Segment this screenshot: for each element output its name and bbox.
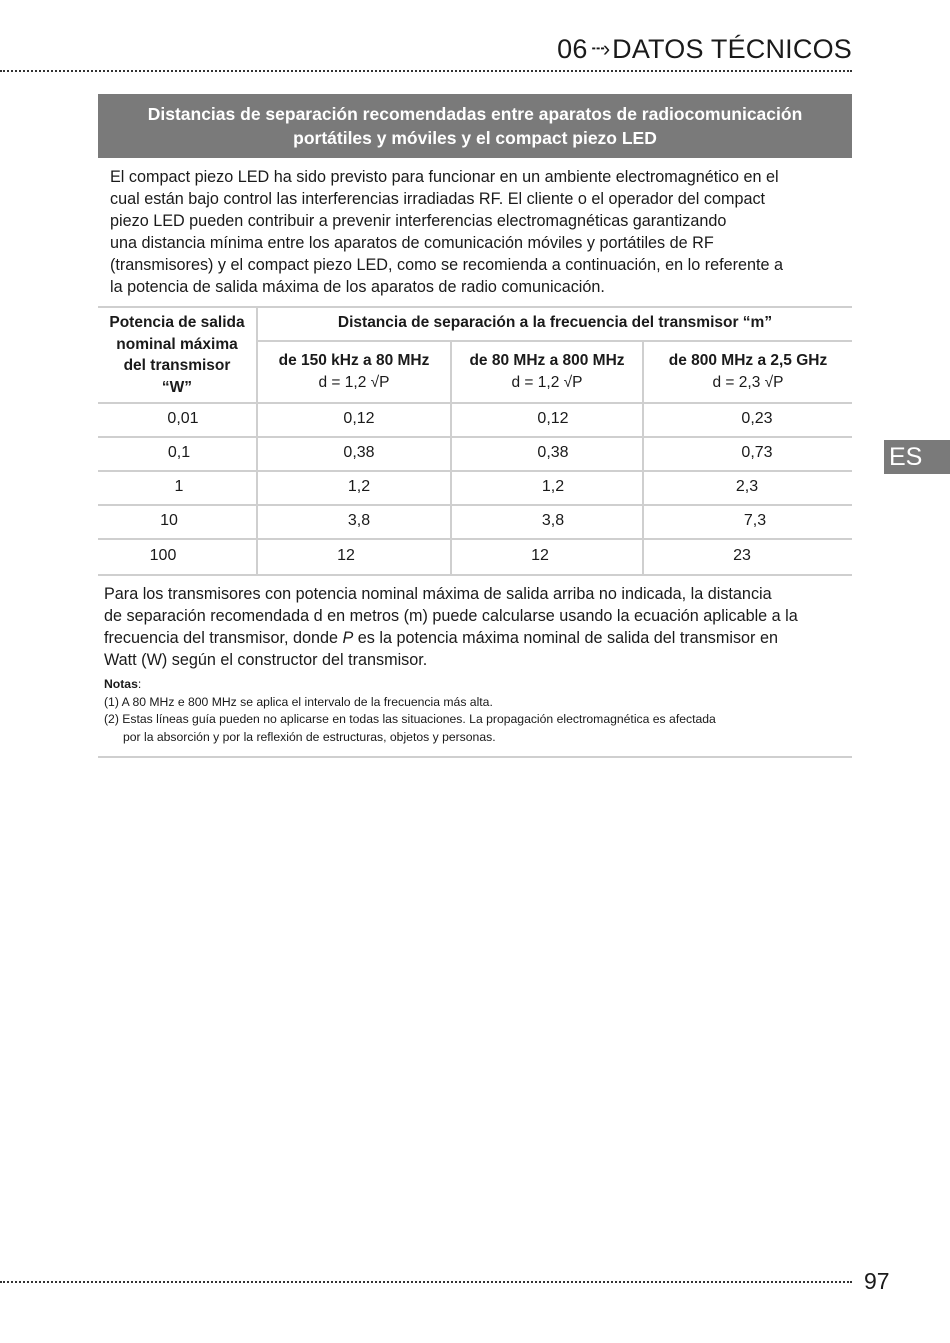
power-cell: 0,01 <box>167 410 199 427</box>
intro-paragraph <box>110 166 840 298</box>
notes-label-line <box>104 676 849 694</box>
band-header-1 <box>258 350 450 394</box>
band-header-3 <box>644 350 852 394</box>
power-header-line: “W” <box>161 378 193 396</box>
calculation-paragraph <box>104 583 849 671</box>
banner-line-1: Distancias de separación recomendadas entre aparatos de radiocomunicación <box>147 104 803 124</box>
outro-line-end: es la potencia máxima nominal de salida del transmisor en <box>353 629 778 647</box>
power-header-line: nominal máxima <box>116 335 238 353</box>
header-dotted-divider <box>0 70 852 72</box>
distance-cell: 23 <box>733 547 751 564</box>
page-number: 97 <box>864 1268 890 1294</box>
intro-line: cual están bajo control las interferencias irradiadas RF. El cliente o el operador del compact <box>110 190 766 208</box>
notes-bottom-rule <box>98 756 852 758</box>
outro-line: Watt (W) según el constructor del transmisor. <box>104 651 428 669</box>
notes-colon: : <box>137 677 142 691</box>
outro-line: de separación recomendada d en metros (m) puede calcularse usando la ecuación aplicable a la <box>104 607 798 625</box>
distance-cell: 0,12 <box>343 410 375 427</box>
power-cell: 10 <box>160 512 178 529</box>
table-rule-subheader <box>258 340 852 342</box>
intro-line: la potencia de salida máxima de los aparatos de radio comunicación. <box>110 278 605 296</box>
power-symbol: P <box>342 629 354 647</box>
distance-cell: 0,23 <box>741 410 773 427</box>
distance-group-header: Distancia de separación a la frecuencia del transmisor “m” <box>337 314 773 331</box>
distance-cell: 1,2 <box>541 478 565 495</box>
band-range: de 150 kHz a 80 MHz <box>278 352 430 369</box>
outro-line <box>104 627 849 649</box>
band-formula: d = 2,3 √P <box>712 374 784 391</box>
banner-line-2: portátiles y móviles y el compact piezo LED <box>293 128 657 148</box>
notes-label: Notas <box>104 677 138 691</box>
distance-cell: 0,38 <box>343 444 375 461</box>
band-formula: d = 1,2 √P <box>511 374 583 391</box>
band-range: de 800 MHz a 2,5 GHz <box>668 352 828 369</box>
table-title-banner <box>98 94 852 158</box>
table-rule-bottom <box>98 574 852 576</box>
language-tab: ES <box>884 440 950 474</box>
band-formula: d = 1,2 √P <box>318 374 390 391</box>
distance-cell: 1,2 <box>347 478 371 495</box>
section-heading <box>557 34 852 65</box>
outro-line: Para los transmisores con potencia nominal máxima de salida arriba no indicada, la distancia <box>104 585 772 603</box>
dotted-arrow-right-icon: ┄› <box>591 36 609 61</box>
distance-cell: 0,73 <box>741 444 773 461</box>
power-header-line: Potencia de salida <box>109 314 245 331</box>
note-item: (2) Estas líneas guía pueden no aplicarse en todas las situaciones. La propagación electromagnética es afectada <box>104 712 716 726</box>
note-item-continuation: por la absorción y por la reflexión de estructuras, objetos y personas. <box>123 729 496 744</box>
power-cell: 0,1 <box>167 444 191 461</box>
notes-section <box>104 676 849 746</box>
intro-line: (transmisores) y el compact piezo LED, como se recomienda a continuación, en lo referente a <box>110 256 784 274</box>
table-rule-top <box>98 306 852 308</box>
note-item: (1) A 80 MHz e 800 MHz se aplica el intervalo de la frecuencia más alta. <box>104 694 493 709</box>
outro-line-start: frecuencia del transmisor, donde <box>104 629 343 647</box>
section-title: DATOS TÉCNICOS <box>612 34 852 64</box>
distance-cell: 0,38 <box>537 444 569 461</box>
intro-line: piezo LED pueden contribuir a prevenir interferencias electromagnéticas garantizando <box>110 212 727 230</box>
band-range: de 80 MHz a 800 MHz <box>469 352 625 369</box>
band-header-2 <box>452 350 642 394</box>
distance-cell: 3,8 <box>541 512 565 529</box>
distance-cell: 7,3 <box>743 512 767 529</box>
intro-line: El compact piezo LED ha sido previsto para funcionar en un ambiente electromagnético en el <box>110 168 779 186</box>
footer-dotted-divider <box>0 1281 852 1283</box>
section-number: 06 <box>557 34 588 64</box>
power-header-line: del transmisor <box>123 357 231 374</box>
distance-cell: 12 <box>531 547 549 564</box>
distance-cell: 0,12 <box>537 410 569 427</box>
power-column-header <box>98 312 256 398</box>
distance-cell: 2,3 <box>735 478 759 495</box>
power-cell: 1 <box>174 478 184 495</box>
power-cell: 100 <box>149 547 177 564</box>
intro-line: una distancia mínima entre los aparatos de comunicación móviles y portátiles de RF <box>110 234 714 252</box>
distance-cell: 3,8 <box>347 512 371 529</box>
distance-cell: 12 <box>337 547 355 564</box>
